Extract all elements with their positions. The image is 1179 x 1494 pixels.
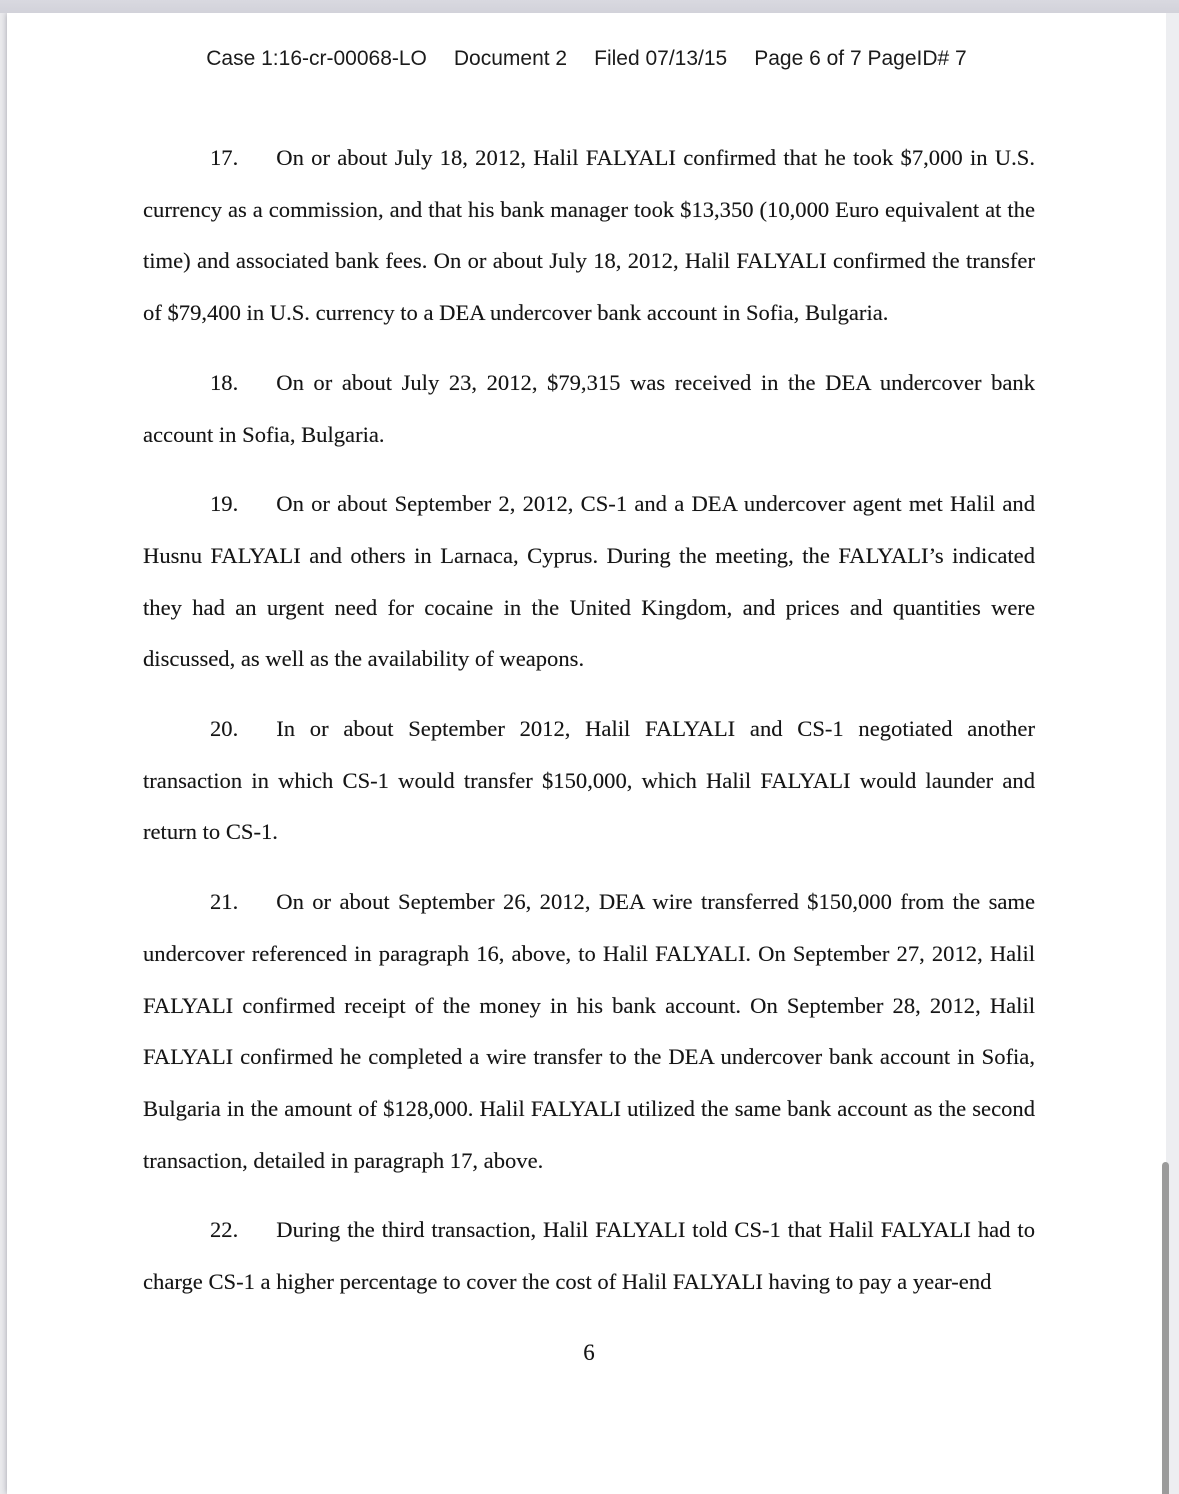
paragraph-18	[143, 357, 1035, 460]
paragraph-text: On or about September 2, 2012, CS-1 and a DEA undercover agent met Halil and Husnu FALYALI and others in Larnaca, Cyprus. During the meeting, the FALYALI’s indicated they had an urgent need for cocaine in the United Kingdom, and prices and quantities were discussed, as well as the availability of weapons.	[143, 491, 1035, 672]
paragraph-21	[143, 876, 1035, 1186]
stamp-document-number: Document 2	[453, 47, 568, 70]
paragraph-17	[143, 132, 1035, 339]
document-body	[143, 132, 1035, 1366]
paragraph-19	[143, 478, 1035, 685]
scrollbar-thumb[interactable]	[1162, 1162, 1169, 1494]
paragraph-text: During the third transaction, Halil FALYALI told CS-1 that Halil FALYALI had to charge CS-1 a higher percentage to cover the cost of Halil FALYALI having to pay a year-end	[143, 1217, 1035, 1295]
paragraph-text: On or about July 23, 2012, $79,315 was received in the DEA undercover bank account in Sofia, Bulgaria.	[143, 369, 1035, 447]
paragraph-text: On or about September 26, 2012, DEA wire transferred $150,000 from the same undercover referenced in paragraph 16, above, to Halil FALYALI. On September 27, 2012, Halil FALYALI confirmed receipt of the money in his bank account. On September 28, 2012, Halil FALYALI confirmed he completed a wire transfer to the DEA undercover bank account in Sofia, Bulgaria in the amount of $128,000. Halil FALYALI utilized the same bank account as the second transaction, detailed in paragraph 17, above.	[143, 889, 1035, 1173]
ecf-stamp-header	[7, 47, 1166, 71]
paragraph-number: 21.	[210, 889, 239, 915]
paragraph-text: In or about September 2012, Halil FALYALI and CS-1 negotiated another transaction in which CS-1 would transfer $150,000, which Halil FALYALI would launder and return to CS-1.	[143, 716, 1035, 845]
paragraph-number: 22.	[210, 1217, 239, 1243]
paragraph-22	[143, 1204, 1035, 1307]
viewer-top-bar	[0, 0, 1179, 13]
paragraph-number: 20.	[210, 716, 239, 742]
page-number: 6	[583, 1339, 595, 1365]
document-page	[7, 13, 1166, 1494]
stamp-page-id: Page 6 of 7 PageID# 7	[754, 47, 967, 70]
paragraph-number: 19.	[210, 491, 239, 517]
paragraph-text: On or about July 18, 2012, Halil FALYALI confirmed that he took $7,000 in U.S. currency as a commission, and that his bank manager took $13,350 (10,000 Euro equivalent at the time) and associated bank fees. On or about July 18, 2012, Halil FALYALI confirmed the transfer of $79,400 in U.S. currency to a DEA undercover bank account in Sofia, Bulgaria.	[143, 145, 1035, 326]
paragraph-number: 17.	[210, 145, 239, 170]
paragraph-20	[143, 703, 1035, 858]
paragraph-number: 18.	[210, 369, 239, 395]
stamp-filed-date: Filed 07/13/15	[594, 47, 728, 70]
stamp-case-number: Case 1:16-cr-00068-LO	[206, 47, 427, 70]
